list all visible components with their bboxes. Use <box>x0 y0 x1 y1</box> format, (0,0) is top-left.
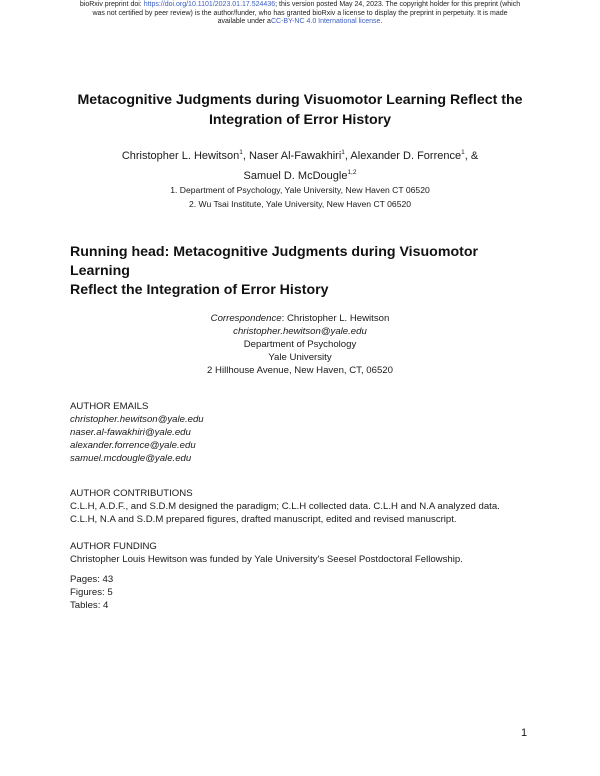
correspondence-department: Department of Psychology <box>243 339 357 350</box>
contributions-text: C.L.H, A.D.F., and S.D.M designed the paradigm; C.L.H collected data. C.L.H and N.A analyzed data. <box>70 501 500 512</box>
author-funding-section <box>70 540 540 566</box>
author-line-2: Samuel D. McDougle$^{1,2}$ <box>243 169 357 182</box>
page-number: 1 <box>521 727 528 739</box>
email-item[interactable]: samuel.mcdougle@yale.edu <box>70 453 192 464</box>
correspondence-block: Correspondence: Christopher L. Hewitson christopher.hewitson@yale.edu Department of Psychology Yale University 2 Hillhouse Avenue, New Haven, CT, 06520 <box>100 312 500 377</box>
correspondence-university: Yale University <box>268 352 332 363</box>
correspondence-label: Correspondence <box>210 313 282 324</box>
contributions-text: C.L.H, N.A and S.D.M prepared figures, drafted manuscript, edited and revised manuscript. <box>70 514 457 525</box>
author-list <box>40 146 560 186</box>
preprint-banner <box>40 1 560 27</box>
paper-title: Metacognitive Judgments during Visuomotor Learning Reflect the Integration of Error History <box>77 92 523 128</box>
author-name: Christopher L. Hewitson <box>121 150 240 162</box>
figures-count: Figures: 5 <box>70 587 113 598</box>
running-head: Running head: Metacognitive Judgments during Visuomotor Learning Reflect the Integration of Error History <box>70 244 479 298</box>
author-name: Samuel D. McDougle <box>243 170 348 182</box>
section-heading: AUTHOR CONTRIBUTIONS <box>70 488 193 499</box>
section-heading: AUTHOR EMAILS <box>70 401 149 412</box>
banner-line-3: available under aCC-BY-NC 4.0 International license. <box>217 18 383 26</box>
author-line-1: Christopher L. Hewitson$^1$, Naser Al-Fawakhiri$^1$, Alexander D. Forrence$^1$, & <box>121 149 479 162</box>
doi-link[interactable]: https://doi.org/10.1101/2023.01.17.524436 <box>143 1 276 8</box>
author-name: Alexander D. Forrence <box>350 150 462 162</box>
banner-line-1: bioRxiv preprint doi: https://doi.org/10.1101/2023.01.17.524436; this version posted May 24, 2023. The copyright holder for this preprint (which <box>79 1 521 8</box>
author-emails-section <box>70 400 540 465</box>
correspondence-email[interactable]: christopher.hewitson@yale.edu <box>233 326 367 337</box>
author-contributions-section <box>70 487 540 526</box>
manuscript-counts <box>70 573 540 612</box>
pages-count: Pages: 43 <box>70 574 114 585</box>
email-item[interactable]: naser.al-fawakhiri@yale.edu <box>70 427 191 438</box>
affiliation-item: 1. Department of Psychology, Yale University, New Haven CT 06520 <box>170 185 430 195</box>
affiliations <box>60 184 540 211</box>
author-name: Naser Al-Fawakhiri <box>248 150 342 162</box>
correspondence-address: 2 Hillhouse Avenue, New Haven, CT, 06520 <box>207 365 393 376</box>
tables-count: Tables: 4 <box>70 600 109 611</box>
banner-line-2: was not certified by peer review) is the author/funder, who has granted bioRxiv a license to display the preprint in perpetuity. It is made <box>92 9 508 17</box>
email-item[interactable]: christopher.hewitson@yale.edu <box>70 414 204 425</box>
funding-text: Christopher Louis Hewitson was funded by Yale University's Seesel Postdoctoral Fellowship. <box>70 554 463 565</box>
affiliation-item: 2. Wu Tsai Institute, Yale University, New Haven CT 06520 <box>188 198 412 209</box>
email-item[interactable]: alexander.forrence@yale.edu <box>70 440 196 451</box>
section-heading: AUTHOR FUNDING <box>70 541 157 552</box>
license-link[interactable]: CC-BY-NC 4.0 International license <box>270 18 381 26</box>
